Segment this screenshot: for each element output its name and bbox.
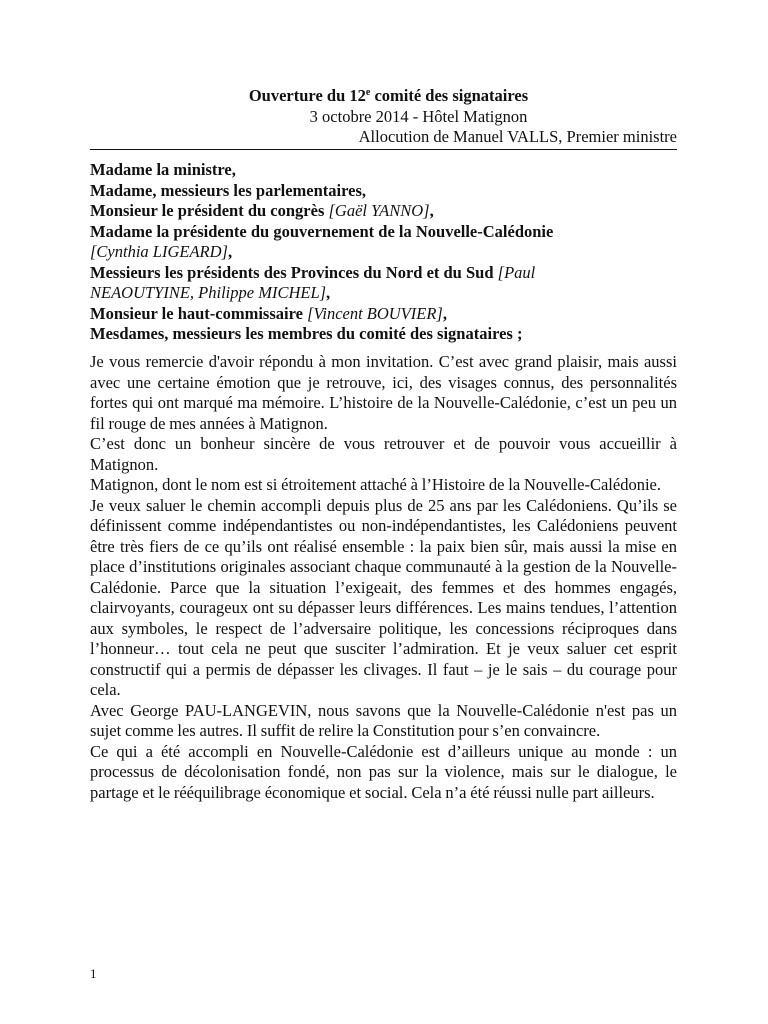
header-divider [90,149,677,150]
salutation-line: NEAOUTYINE, Philippe MICHEL], [90,283,331,302]
salutation-text: Monsieur le haut-commissaire [90,303,308,323]
salutation-line: Monsieur le président du congrès [Gaël YANNO], [90,201,434,220]
paragraph: Avec George PAU-LANGEVIN, nous savons que la Nouvelle-Calédonie n'est pas un sujet comme les autres. Il suffit de relire la Constitution pour s’en convaincre. [90,700,677,740]
title-text-end: comité des signataires [370,86,529,105]
paragraph: Je vous remercie d'avoir répondu à mon invitation. C’est avec grand plaisir, mais aussi avec une certaine émotion que je retrouve, ici, des visages connus, des personnalités fortes qui ont marqué ma mémoire. L’histoire de la Nouvelle-Calédonie, c’est un peu un fil rouge de mes années à Matignon. [90,352,677,433]
title-superscript: e [365,87,371,98]
salutation-name: [Vincent BOUVIER] [307,303,443,323]
salutations-block [90,160,677,345]
salutation-name: [Gaël YANNO] [328,201,430,220]
paragraph: Ce qui a été accompli en Nouvelle-Calédonie est d’ailleurs unique au monde : un processus de décolonisation fondé, non pas sur la violence, mais sur le dialogue, le partage et le rééquilibrage économique et social. Cela n’a été réussi nulle part ailleurs. [90,741,677,802]
salutation-line [90,263,677,284]
page-number: 1 [90,966,97,981]
salutation-line: Madame la présidente du gouvernement de la Nouvelle-Calédonie [90,221,554,241]
paragraph: C’est donc un bonheur sincère de vous retrouver et de pouvoir vous accueillir à Matignon. [90,434,677,474]
paragraph: Matignon, dont le nom est si étroitement attaché à l’Histoire de la Nouvelle-Calédonie. [90,475,661,494]
salutation-line: [Cynthia LIGEARD], [90,242,233,261]
salutation-text: Messieurs les présidents des Provinces du Nord et du Sud [90,262,498,282]
document-title [90,86,677,107]
title-text: Ouverture du 12 [248,86,366,105]
salutation-name: [Cynthia LIGEARD] [90,242,228,261]
date-location-line: 3 octobre 2014 - Hôtel Matignon [309,106,528,126]
salutation-text: Monsieur le président du congrès [90,201,329,220]
salutation-name: [Paul [497,262,536,282]
document-header [90,86,677,148]
paragraph: Je veux saluer le chemin accompli depuis plus de 25 ans par les Calédoniens. Qu’ils se définissent comme indépendantistes ou non-indépendantistes, les Calédoniens peuvent être très fiers de ce qu’ils ont réalisé ensemble : la paix bien sûr, mais aussi la mise en place d’institutions originales associant chaque communauté à la gestion de la Nouvelle-Calédonie. Parce que la situation l’exigeait, des femmes et des hommes engagés, clairvoyants, courageux ont su dépasser leurs différences. Les mains tendues, l’attention aux symboles, le respect de l’adversaire politique, les concessions réciproques dans l’honneur… tout cela ne peut que susciter l’admiration. Et je veux saluer cet esprit constructif qui a permis de dépasser les clivages. Il faut – je le sais – du courage pour cela. [90,495,677,699]
salutation-line: Madame, messieurs les parlementaires, [90,180,367,200]
salutation-name: NEAOUTYINE, Philippe MICHEL] [90,283,327,302]
speech-body [90,352,677,803]
salutation-line: Mesdames, messieurs les membres du comité des signataires ; [90,324,523,343]
salutation-line: Madame la ministre, [90,160,236,179]
speaker-line: Allocution de Manuel VALLS, Premier ministre [358,127,677,146]
salutation-line: Monsieur le haut-commissaire [Vincent BOUVIER], [90,303,447,323]
